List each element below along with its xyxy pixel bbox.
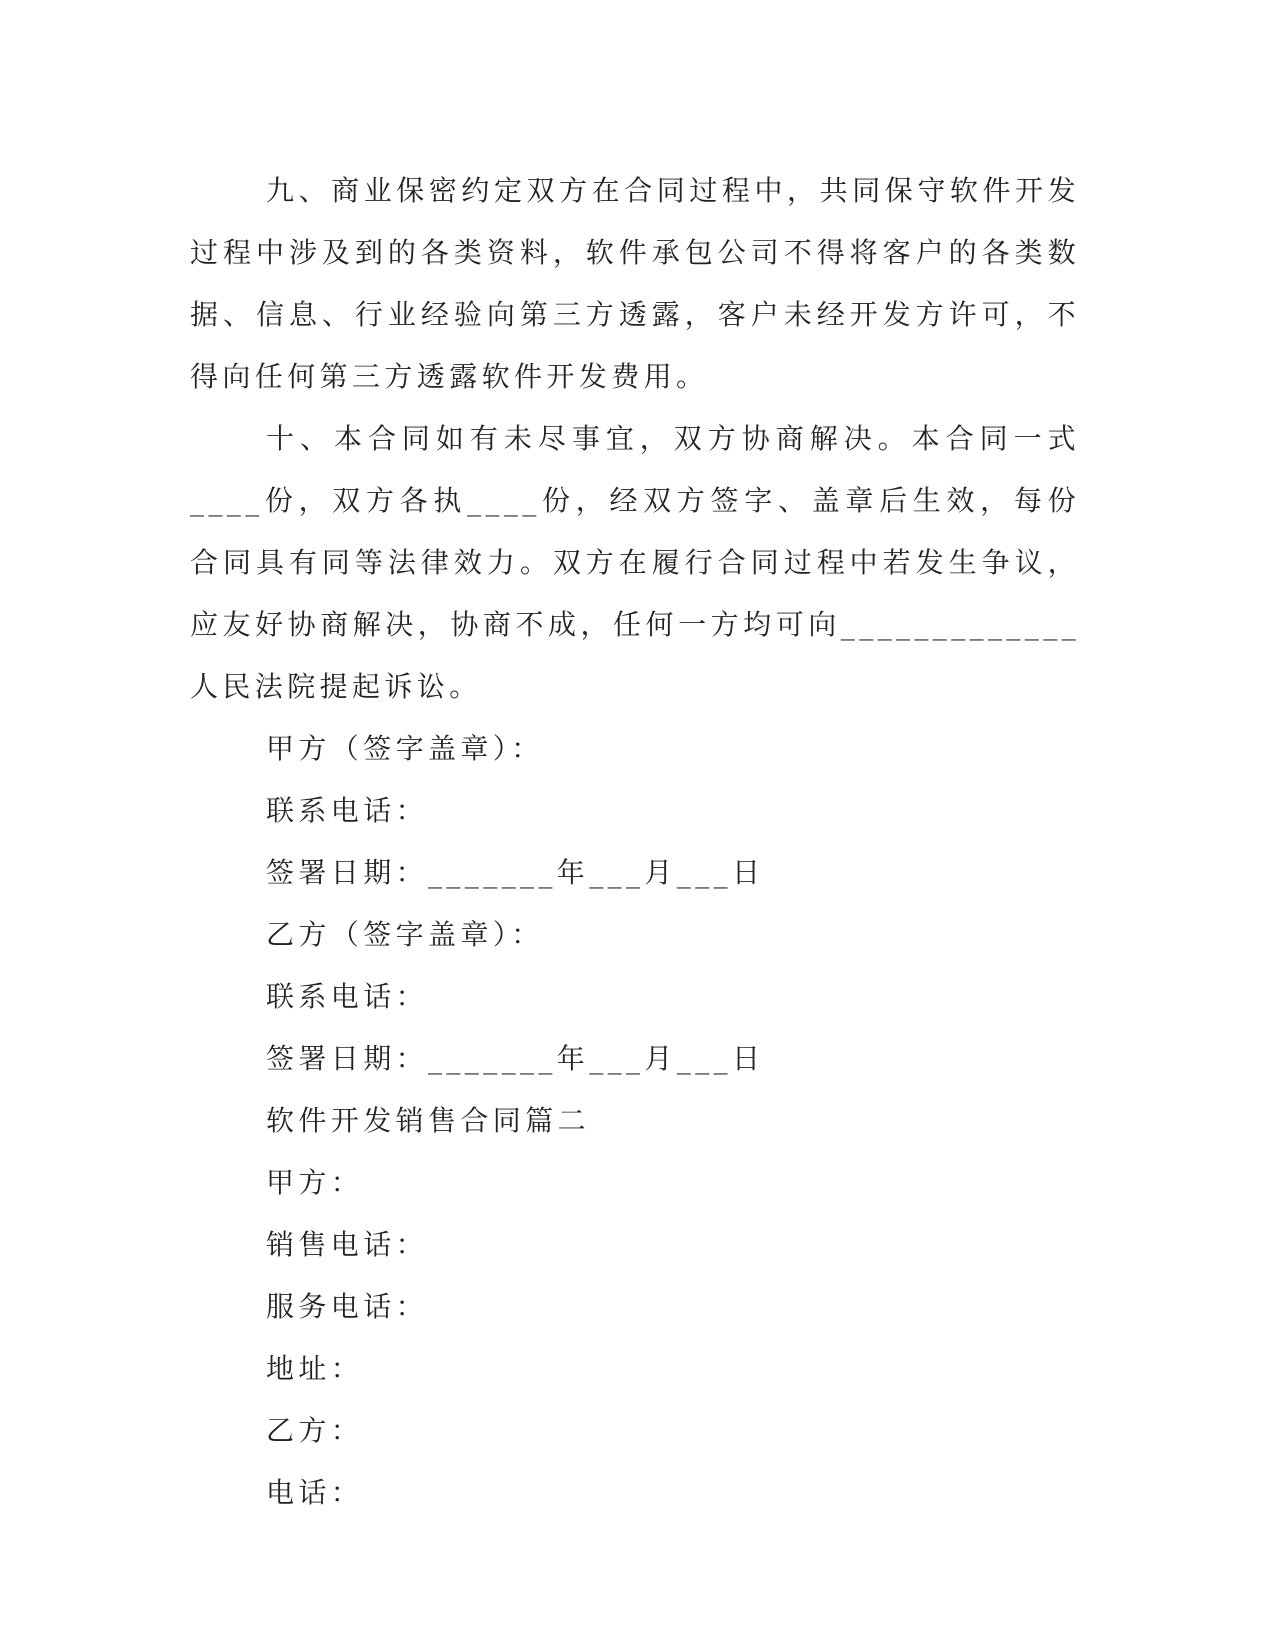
document-body <box>190 160 1080 1524</box>
party-b-line: 乙方： <box>266 1414 364 1447</box>
party-b-date-line: 签署日期：_______年___月___日 <box>266 1042 765 1075</box>
party-a-date-line: 签署日期：_______年___月___日 <box>266 856 765 889</box>
clause-10-paragraph: 十、本合同如有未尽事宜，双方协商解决。本合同一式____份，双方各执____份，经双方签字、盖章后生效，每份合同具有同等法律效力。双方在履行合同过程中若发生争议，应友好协商解决，协商不成，任何一方均可向_____________人民法院提起诉讼。 <box>190 422 1080 703</box>
party-b-signature-line: 乙方（签字盖章）： <box>266 918 544 951</box>
party-a-phone-line: 联系电话： <box>266 794 429 827</box>
sales-phone-line: 销售电话： <box>266 1228 429 1261</box>
party-a-signature-line: 甲方（签字盖章）： <box>266 732 544 765</box>
party-a-line: 甲方： <box>266 1166 364 1199</box>
address-line: 地址： <box>266 1352 364 1385</box>
phone-line: 电话： <box>266 1476 364 1509</box>
party-b-phone-line: 联系电话： <box>266 980 429 1013</box>
section-title: 软件开发销售合同篇二 <box>266 1104 591 1137</box>
service-phone-line: 服务电话： <box>266 1290 429 1323</box>
clause-9-paragraph: 九、商业保密约定双方在合同过程中，共同保守软件开发过程中涉及到的各类资料，软件承包公司不得将客户的各类数据、信息、行业经验向第三方透露，客户未经开发方许可，不得向任何第三方透露软件开发费用。 <box>190 174 1080 393</box>
